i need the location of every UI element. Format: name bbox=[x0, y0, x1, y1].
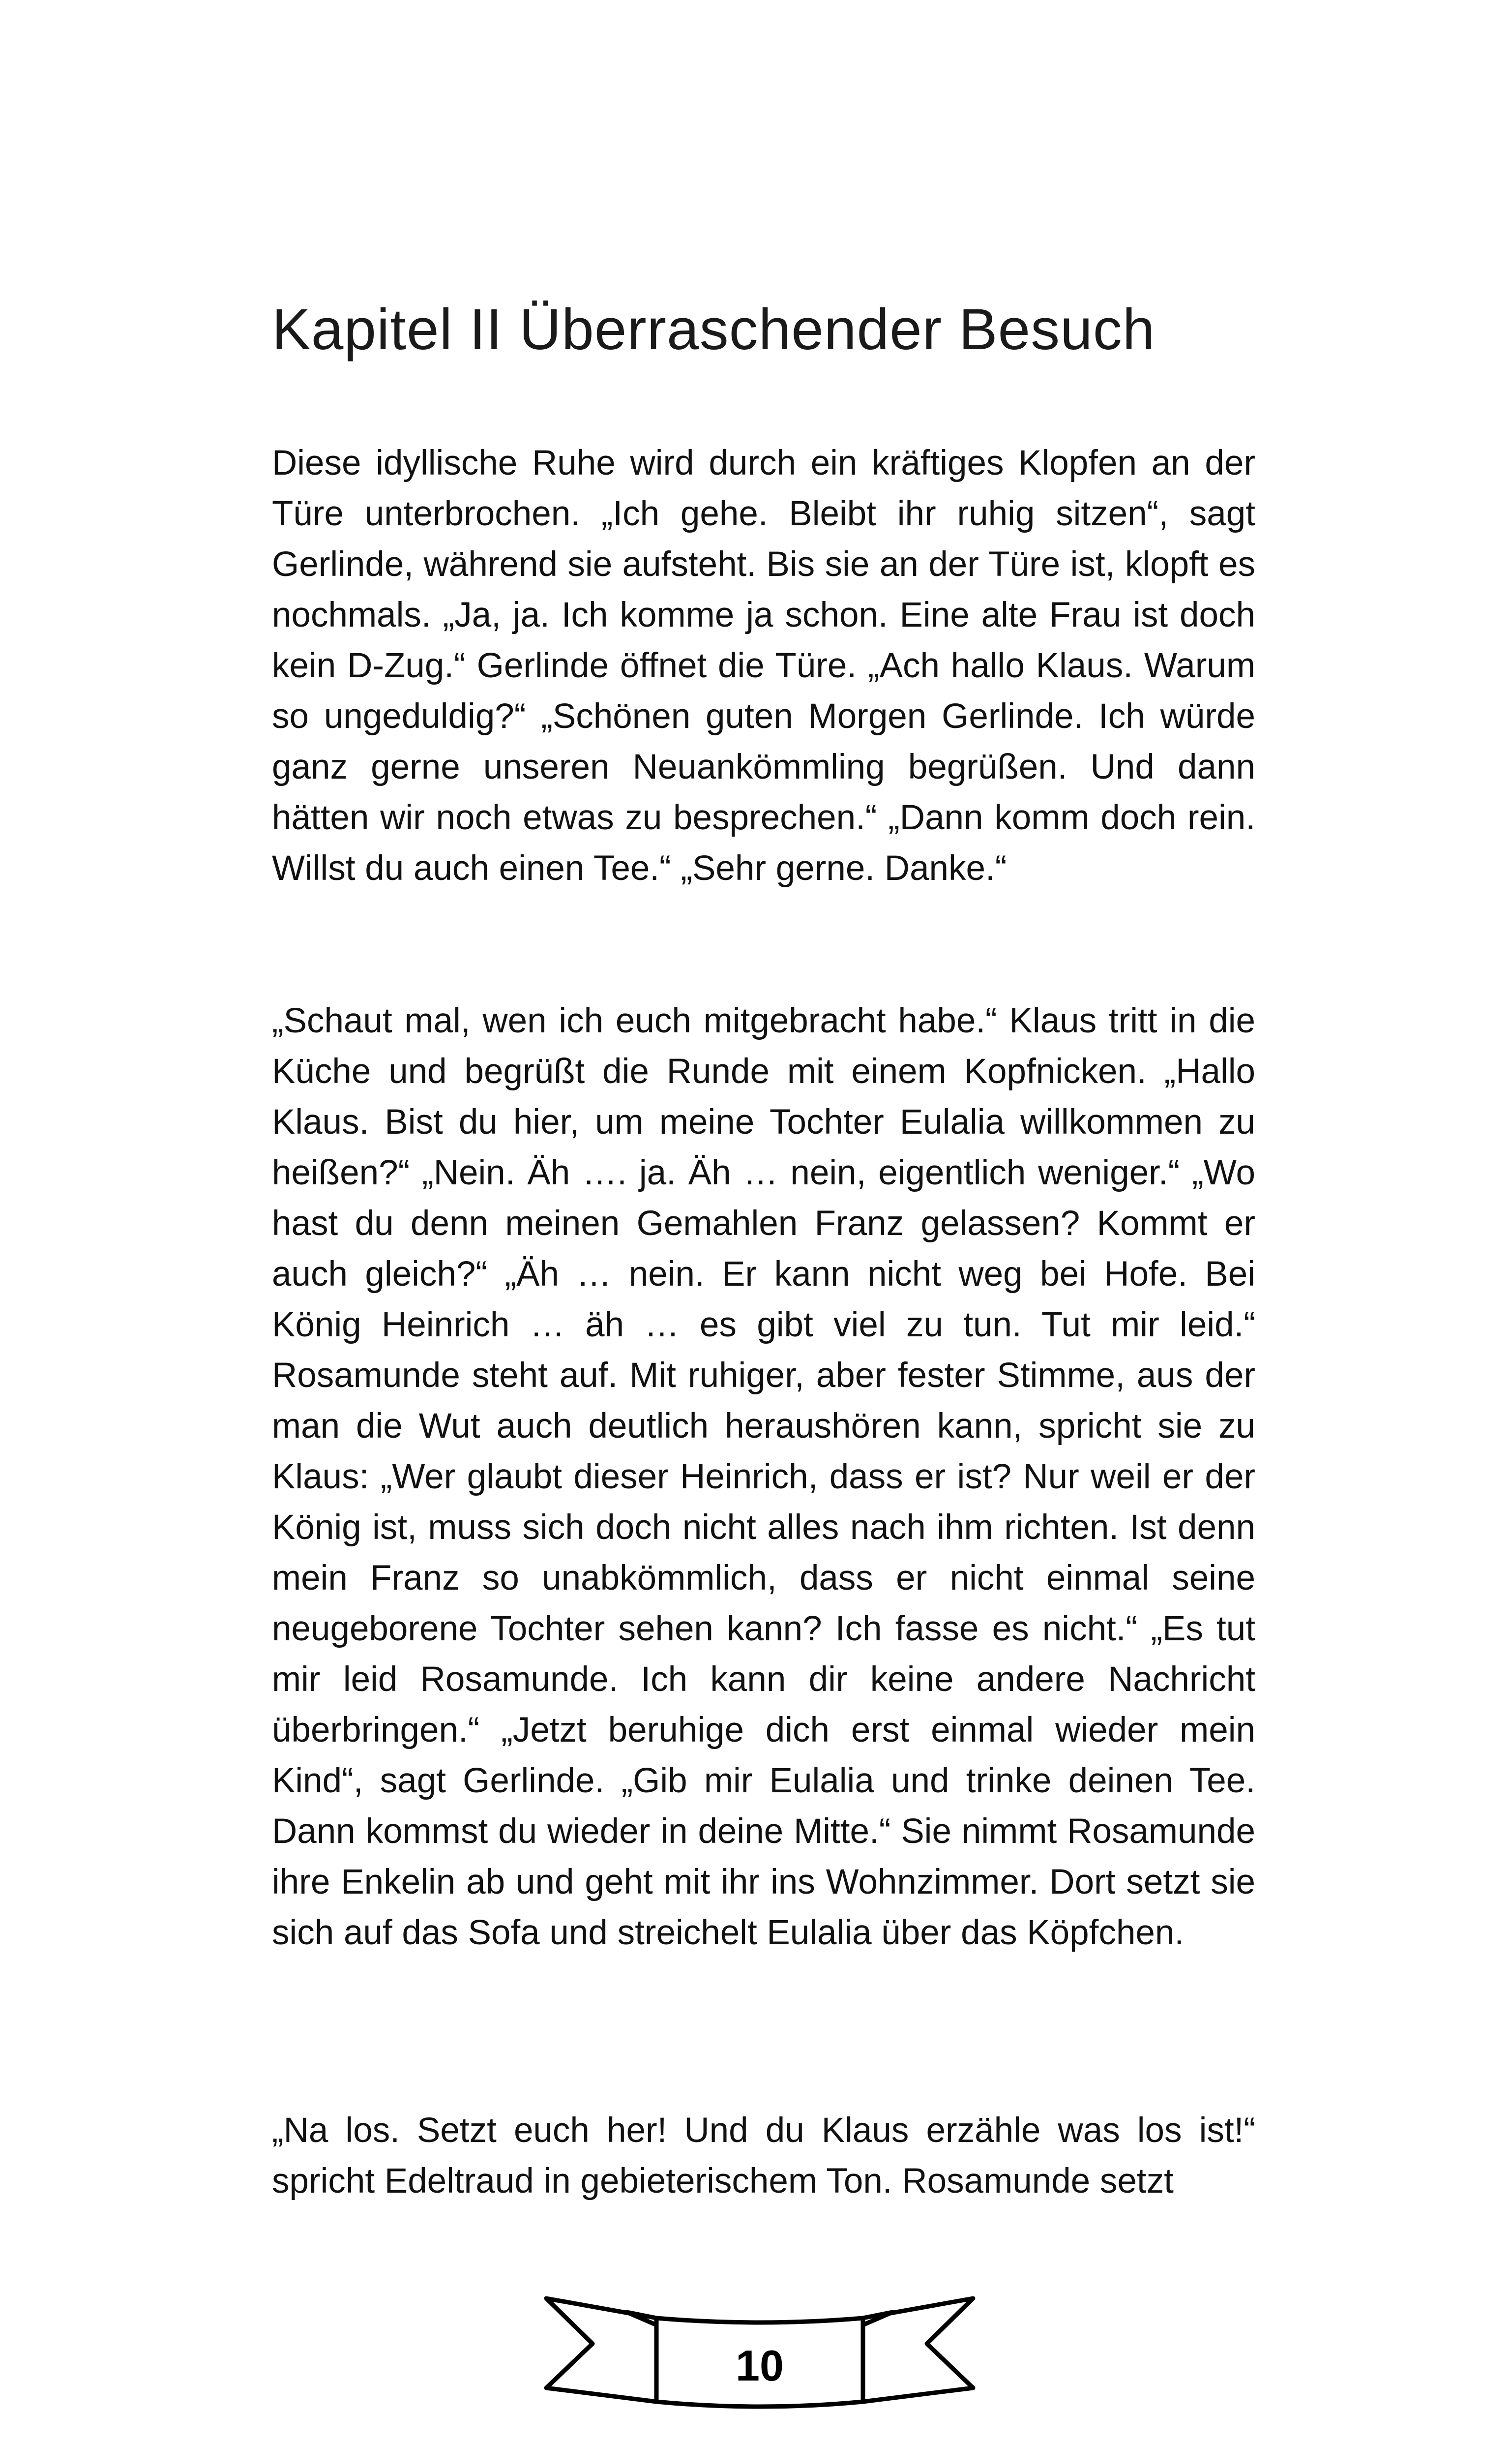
paragraph-2: „Schaut mal, wen ich euch mitgebracht habe.“ Klaus tritt in die Küche und begrüßt die Runde mit einem Kopfnicken. „Hallo Klaus. Bist du hier, um meine Tochter Eulalia willkommen zu heißen?“ „Nein. Äh …. ja. Äh … nein, eigentlich weniger.“ „Wo hast du denn meinen Gemahlen Franz gelassen? Kommt er auch gleich?“ „Äh … nein. Er kann nicht weg bei Hofe. Bei König Heinrich … äh … es gibt viel zu tun. Tut mir leid.“ Rosamunde steht auf. Mit ruhiger, aber fester Stimme, aus der man die Wut auch deutlich heraushören kann, spricht sie zu Klaus: „Wer glaubt dieser Heinrich, dass er ist? Nur weil er der König ist, muss sich doch nicht alles nach ihm richten. Ist denn mein Franz so unabkömmlich, dass er nicht einmal seine neugeborene Tochter sehen kann? Ich fasse es nicht.“ „Es tut mir leid Rosamunde. Ich kann dir keine andere Nachricht überbringen.“ „Jetzt beruhige dich erst einmal wieder mein Kind“, sagt Gerlinde. „Gib mir Eulalia und trinke deinen Tee. Dann kommst du wieder in deine Mitte.“ Sie nimmt Rosamunde ihre Enkelin ab und geht mit ihr ins Wohnzimmer. Dort setzt sie sich auf das Sofa und streichelt Eulalia über das Köpfchen. bbox=[272, 1001, 1255, 1952]
page-number: 10 bbox=[736, 2341, 784, 2390]
chapter-title: Kapitel II Überraschender Besuch bbox=[272, 297, 1156, 362]
page-number-banner bbox=[543, 2294, 976, 2432]
paragraph-1: Diese idyllische Ruhe wird durch ein kräftiges Klopfen an der Türe unterbrochen. „Ich gehe. Bleibt ihr ruhig sitzen“, sagt Gerlinde, während sie aufsteht. Bis sie an der Türe ist, klopft es nochmals. „Ja, ja. Ich komme ja schon. Eine alte Frau ist doch kein D-Zug.“ Gerlinde öffnet die Türe. „Ach hallo Klaus. Warum so ungeduldig?“ „Schönen guten Morgen Gerlinde. Ich würde ganz gerne unseren Neuankömmling begrüßen. Und dann hätten wir noch etwas zu besprechen.“ „Dann komm doch rein. Willst du auch einen Tee.“ „Sehr gerne. Danke.“ bbox=[272, 444, 1255, 888]
paragraph-3: „Na los. Setzt euch her! Und du Klaus erzähle was los ist!“ spricht Edeltraud in gebieterischem Ton. Rosamunde setzt bbox=[272, 2111, 1255, 2201]
